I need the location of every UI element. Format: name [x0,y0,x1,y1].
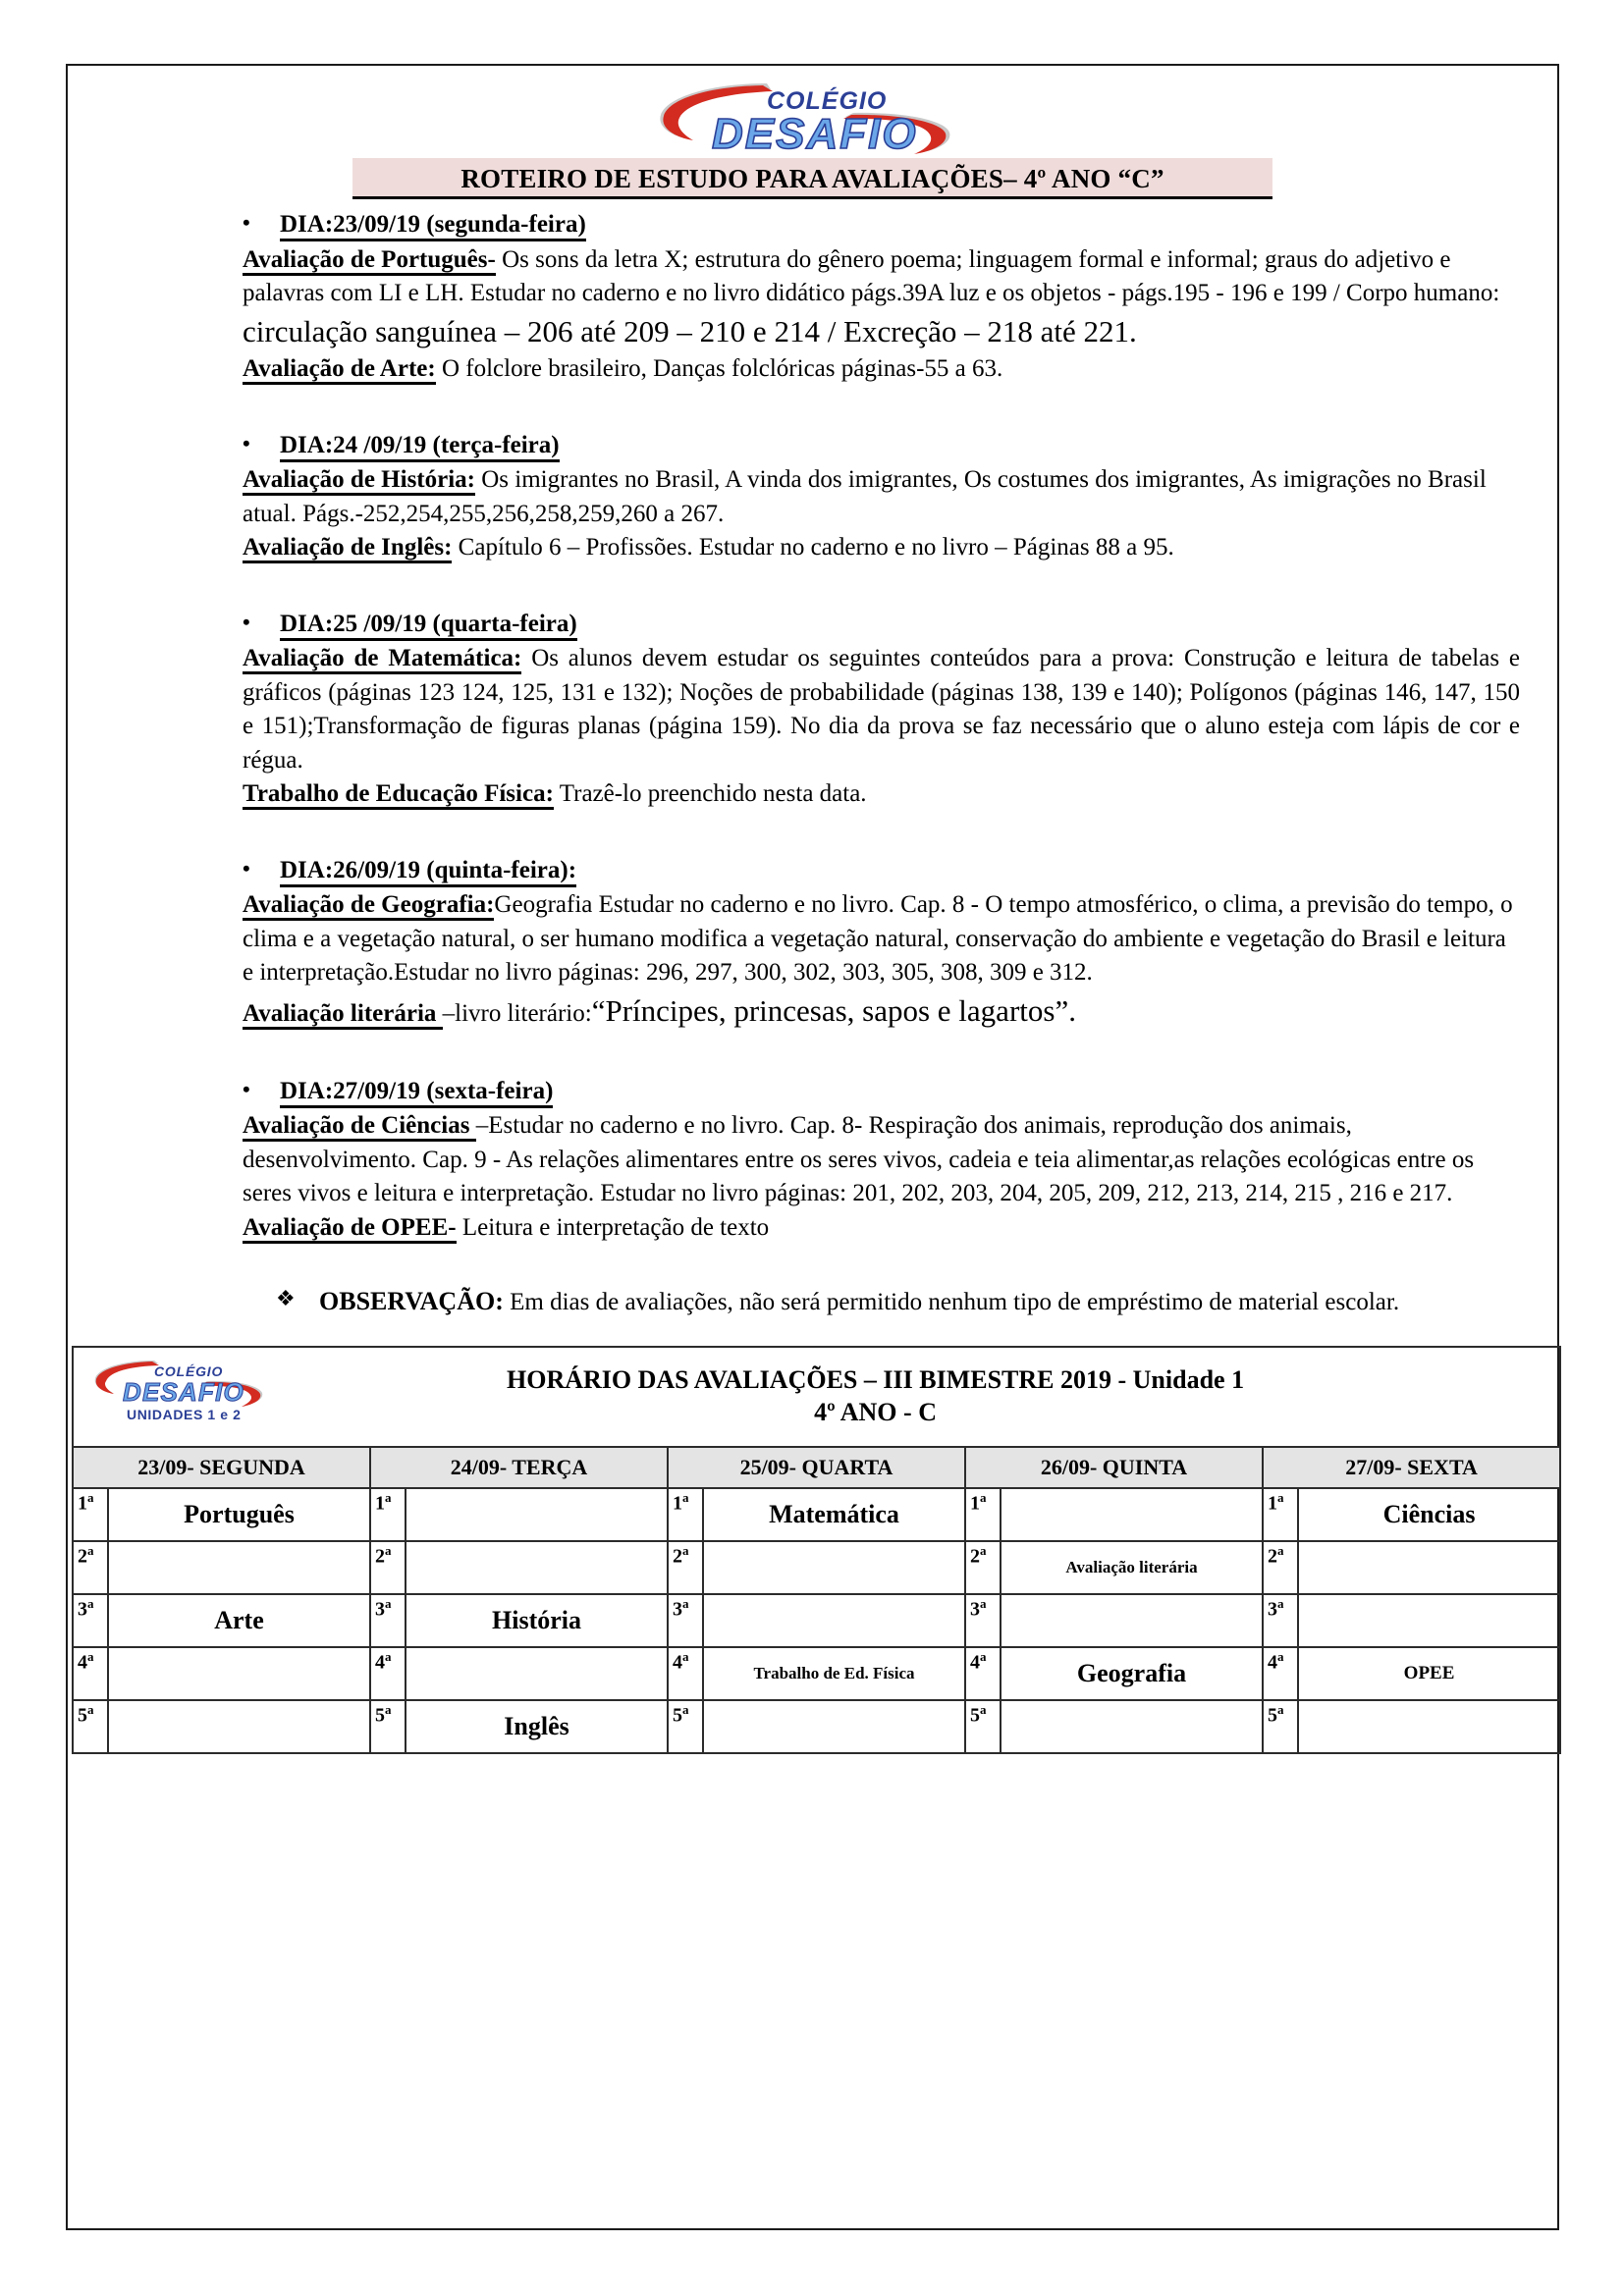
schedule-cell [1298,1594,1560,1647]
entry-label: Avaliação de Arte: [243,355,436,385]
period-label: 3$^a$ [668,1594,703,1647]
table-row [73,1594,1560,1647]
entry-label: Avaliação de Português- [243,246,496,276]
entry-book-title: “Príncipes, princesas, sapos e lagartos”. [591,992,1076,1028]
day-heading-text: DIA:27/09/19 (sexta-feira) [280,1078,553,1108]
table-row [73,1541,1560,1594]
schedule-cell [1001,1700,1263,1753]
observation-block [97,1284,1528,1320]
entry-body-emphasis: circulação sanguínea – 206 até 209 – 210 e 214 / Excreção – 218 até 221. [243,313,1137,348]
schedule-cell: Matemática [703,1488,965,1541]
day-heading-text: DIA:25 /09/19 (quarta-feira) [280,611,577,641]
entry-ciencias [97,1109,1528,1211]
period-label: 4$^a$ [370,1647,406,1700]
schedule-title-cell [73,1347,1560,1447]
schedule-title-row [73,1347,1560,1447]
schedule-cell [703,1541,965,1594]
entry-literaria [97,990,1528,1033]
entry-label: Avaliação de História: [243,466,475,496]
entry-ingles [97,531,1528,565]
period-label: 1$^a$ [1263,1488,1298,1541]
column-header-terca: 24/09- TERÇA [370,1447,668,1488]
schedule-subtitle: 4º ANO - C [814,1397,937,1426]
spacer [97,387,1528,420]
table-row [73,1700,1560,1753]
period-label: 4$^a$ [668,1647,703,1700]
schedule-cell [108,1647,370,1700]
schedule-cell [703,1594,965,1647]
period-label: 5$^a$ [73,1700,108,1753]
period-label: 5$^a$ [668,1700,703,1753]
bullet-icon: • [243,1076,250,1101]
period-label: 4$^a$ [965,1647,1001,1700]
schedule-cell: Geografia [1001,1647,1263,1700]
entry-body: Geografia Estudar no caderno e no livro. Cap. 8 - O tempo atmosférico, o clima, a previsão do tempo, o clima e a vegetação natural, o ser humano modifica a vegetação natural, conservação do ambiente e vegetação do Brasil e leitura e interpretação.Estudar no livro páginas: 296, 297, 300, 302, 303, 305, 308, 309 e 312. [243,891,1513,987]
svg-text:UNIDADES 1 e 2: UNIDADES 1 e 2 [127,1406,242,1422]
entry-body: Os imigrantes no Brasil, A vinda dos imigrantes, Os costumes dos imigrantes, As imigrações no Brasil atual. Págs.-252,254,255,256,258,259,260 a 267. [243,466,1487,527]
schedule-cell [1001,1488,1263,1541]
table-row [73,1488,1560,1541]
diamond-bullet-icon: ❖ [276,1286,296,1311]
day-heading-25 [97,609,1528,641]
period-label: 4$^a$ [1263,1647,1298,1700]
svg-text:COLÉGIO: COLÉGIO [766,87,887,115]
entry-label: Avaliação de Inglês: [243,534,452,563]
schedule-header-row [73,1447,1560,1488]
entry-label: Trabalho de Educação Física: [243,780,554,810]
day-heading-text: DIA:26/09/19 (quinta-feira): [280,857,576,887]
schedule-cell [1001,1594,1263,1647]
column-header-quarta: 25/09- QUARTA [668,1447,965,1488]
schedule-cell [406,1647,668,1700]
period-label: 1$^a$ [668,1488,703,1541]
period-label: 2$^a$ [73,1541,108,1594]
entry-body: –livro literário: [442,999,592,1027]
column-header-sexta: 27/09- SEXTA [1263,1447,1560,1488]
entry-body: O folclore brasileiro, Danças folclóricas páginas-55 a 63. [435,355,1003,383]
period-label: 2$^a$ [370,1541,406,1594]
entry-arte [97,352,1528,387]
observation-text: Em dias de avaliações, não será permitido nenhum tipo de empréstimo de material escolar. [503,1289,1400,1316]
svg-text:COLÉGIO: COLÉGIO [154,1362,224,1379]
schedule-table [72,1346,1561,1754]
period-label: 3$^a$ [965,1594,1001,1647]
day-heading-23 [97,209,1528,241]
bullet-icon: • [243,609,250,634]
entry-matematica [97,642,1528,777]
entry-body: Os alunos devem estudar os seguintes conteúdos para a prova: Construção e leitura de tabelas e gráficos (páginas 123 124, 125, 131 e 132); Noções de probabilidade (páginas 138, 139 e 140); Polígonos (páginas 146, 147, 150 e 151);Transformação de figuras planas (página 159). No dia da prova se faz necessário que o aluno esteja com lápis de cor e régua. [243,645,1520,774]
day-heading-text: DIA:23/09/19 (segunda-feira) [280,211,586,241]
spacer [97,1245,1528,1278]
schedule-cell: OPEE [1298,1647,1560,1700]
schedule-cell: História [406,1594,668,1647]
page-title: ROTEIRO DE ESTUDO PARA AVALIAÇÕES– 4º ANO “C” [352,158,1272,199]
spacer [97,565,1528,599]
schedule-cell [108,1700,370,1753]
entry-geografia [97,888,1528,990]
period-label: 3$^a$ [1263,1594,1298,1647]
schedule-cell [406,1488,668,1541]
spacer [97,812,1528,845]
entry-label: Avaliação de Geografia: [243,891,494,921]
svg-text:DESAFIO: DESAFIO [123,1376,244,1407]
page-content [68,66,1557,2228]
day-heading-24 [97,430,1528,462]
period-label: 2$^a$ [1263,1541,1298,1594]
entry-label: Avaliação literária [243,1000,443,1030]
header-logo-area [68,66,1557,156]
period-label: 1$^a$ [73,1488,108,1541]
period-label: 2$^a$ [668,1541,703,1594]
main-content [68,209,1557,1320]
schedule-logo-icon [89,1356,276,1431]
schedule-cell [1298,1541,1560,1594]
title-container [68,158,1557,199]
day-heading-text: DIA:24 /09/19 (terça-feira) [280,432,560,462]
column-header-quinta: 26/09- QUINTA [965,1447,1263,1488]
period-label: 2$^a$ [965,1541,1001,1594]
schedule-title: HORÁRIO DAS AVALIAÇÕES – III BIMESTRE 2019 - Unidade 1 [507,1365,1245,1395]
entry-portugues [97,243,1528,353]
entry-label: Avaliação de Ciências [243,1112,476,1142]
entry-label: Avaliação de OPEE- [243,1214,457,1244]
schedule-table-container [68,1346,1557,1754]
day-heading-26 [97,855,1528,887]
schedule-cell [406,1541,668,1594]
entry-body: Os sons da letra X; estrutura do gênero poema; linguagem formal e informal; graus do adjetivo e palavras com LI e LH. Estudar no caderno e no livro didático págs.39A luz e os objetos - págs.195 - 196 e 199 / Corpo humano: [243,245,1500,307]
period-label: 5$^a$ [370,1700,406,1753]
period-label: 4$^a$ [73,1647,108,1700]
schedule-cell [703,1700,965,1753]
column-header-segunda: 23/09- SEGUNDA [73,1447,370,1488]
schedule-cell: Trabalho de Ed. Física [703,1647,965,1700]
table-row [73,1647,1560,1700]
entry-opee [97,1211,1528,1246]
colegio-desafio-logo-icon [651,76,975,156]
page-bottom-space [68,1754,1557,1901]
bullet-icon: • [243,855,250,881]
schedule-cell: Arte [108,1594,370,1647]
entry-label: Avaliação de Matemática: [243,645,521,674]
period-label: 1$^a$ [965,1488,1001,1541]
schedule-cell: Inglês [406,1700,668,1753]
period-label: 3$^a$ [370,1594,406,1647]
period-label: 1$^a$ [370,1488,406,1541]
schedule-cell: Ciências [1298,1488,1560,1541]
period-label: 5$^a$ [1263,1700,1298,1753]
page-border [66,64,1559,2230]
spacer [97,1033,1528,1066]
day-heading-27 [97,1076,1528,1108]
entry-body: –Estudar no caderno e no livro. Cap. 8- Respiração dos animais, reprodução dos animais, desenvolvimento. Cap. 9 - As relações alimentares entre os seres vivos, cadeia e teia alimentar,as relações ecológicas entre os seres vivos e leitura e interpretação. Estudar no livro páginas: 201, 202, 203, 204, 205, 209, 212, 213, 214, 215 , 216 e 217. [243,1112,1475,1207]
entry-ed-fisica [97,777,1528,812]
period-label: 3$^a$ [73,1594,108,1647]
schedule-cell [1298,1700,1560,1753]
schedule-cell: Avaliação literária [1001,1541,1263,1594]
bullet-icon: • [243,210,250,236]
entry-body: Trazê-lo preenchido nesta data. [553,780,867,808]
entry-historia [97,463,1528,531]
period-label: 5$^a$ [965,1700,1001,1753]
observation-label: OBSERVAÇÃO: [319,1287,504,1316]
entry-body: Capítulo 6 – Profissões. Estudar no caderno e no livro – Páginas 88 a 95. [452,534,1174,561]
schedule-cell: Português [108,1488,370,1541]
bullet-icon: • [243,430,250,455]
entry-body: Leitura e interpretação de texto [456,1213,770,1241]
svg-text:DESAFIO: DESAFIO [711,110,918,156]
schedule-cell [108,1541,370,1594]
